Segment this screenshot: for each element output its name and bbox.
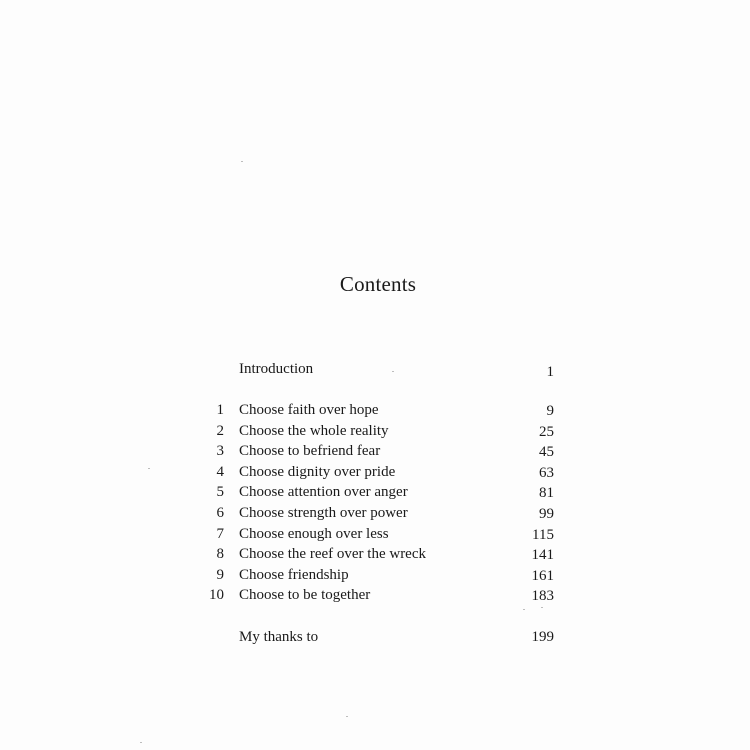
toc-chapter-row (0, 524, 750, 544)
toc-chapter-row (0, 400, 750, 420)
chapter-title: Choose enough over less (239, 525, 389, 542)
chapter-title: Choose to befriend fear (239, 443, 381, 460)
toc-page-number: 199 (531, 629, 554, 645)
toc-page-number: 63 (539, 464, 554, 481)
chapter-number: 10 (209, 587, 224, 604)
chapter-title: Choose faith over hope (239, 402, 379, 418)
toc-page-number: 81 (539, 485, 554, 502)
toc-entry-label: My thanks to (239, 629, 319, 645)
toc-page-number: 115 (532, 526, 554, 543)
chapter-number: 8 (216, 546, 224, 563)
toc-entry-label: Introduction (239, 361, 314, 377)
chapter-title: Choose the reef over the wreck (239, 546, 427, 563)
toc-page-number: 141 (531, 547, 554, 564)
chapter-number: 3 (216, 443, 224, 460)
chapter-number: 2 (216, 422, 224, 439)
toc-page-number: 25 (539, 423, 554, 440)
toc-page-number: 9 (546, 403, 554, 419)
toc-intro-row (0, 359, 750, 379)
chapter-number: 1 (216, 402, 224, 418)
paper-speck (241, 161, 243, 162)
chapter-number: 4 (216, 463, 224, 480)
toc-thanks-row (0, 627, 750, 647)
toc-chapter-row (0, 585, 750, 605)
chapter-number: 9 (216, 566, 224, 583)
chapter-title: Choose friendship (239, 566, 349, 583)
page-title: Contents (339, 272, 417, 296)
paper-speck (140, 742, 142, 743)
chapter-number: 6 (216, 505, 224, 521)
toc-chapter-row (0, 441, 750, 461)
chapter-title: Choose attention over anger (239, 484, 408, 501)
chapter-title: Choose strength over power (239, 505, 408, 521)
toc-chapter-row (0, 462, 750, 482)
toc-page-number: 161 (531, 567, 554, 584)
paper-speck (346, 716, 348, 717)
chapter-number: 5 (216, 484, 224, 501)
toc-chapter-row (0, 544, 750, 564)
chapter-title: Choose dignity over pride (239, 463, 396, 480)
chapter-title: Choose the whole reality (239, 422, 389, 439)
toc-chapter-row (0, 503, 750, 523)
toc-chapter-row (0, 482, 750, 502)
toc-chapter-row (0, 421, 750, 441)
toc-page-number: 45 (539, 444, 554, 461)
toc-page-number: 99 (539, 506, 554, 522)
paper-speck (541, 607, 543, 608)
toc-page-number: 183 (531, 588, 554, 605)
toc-page-number: 1 (546, 364, 554, 380)
toc-chapter-row (0, 565, 750, 585)
chapter-number: 7 (216, 525, 224, 542)
paper-speck (523, 609, 525, 610)
chapter-title: Choose to be together (239, 587, 371, 604)
